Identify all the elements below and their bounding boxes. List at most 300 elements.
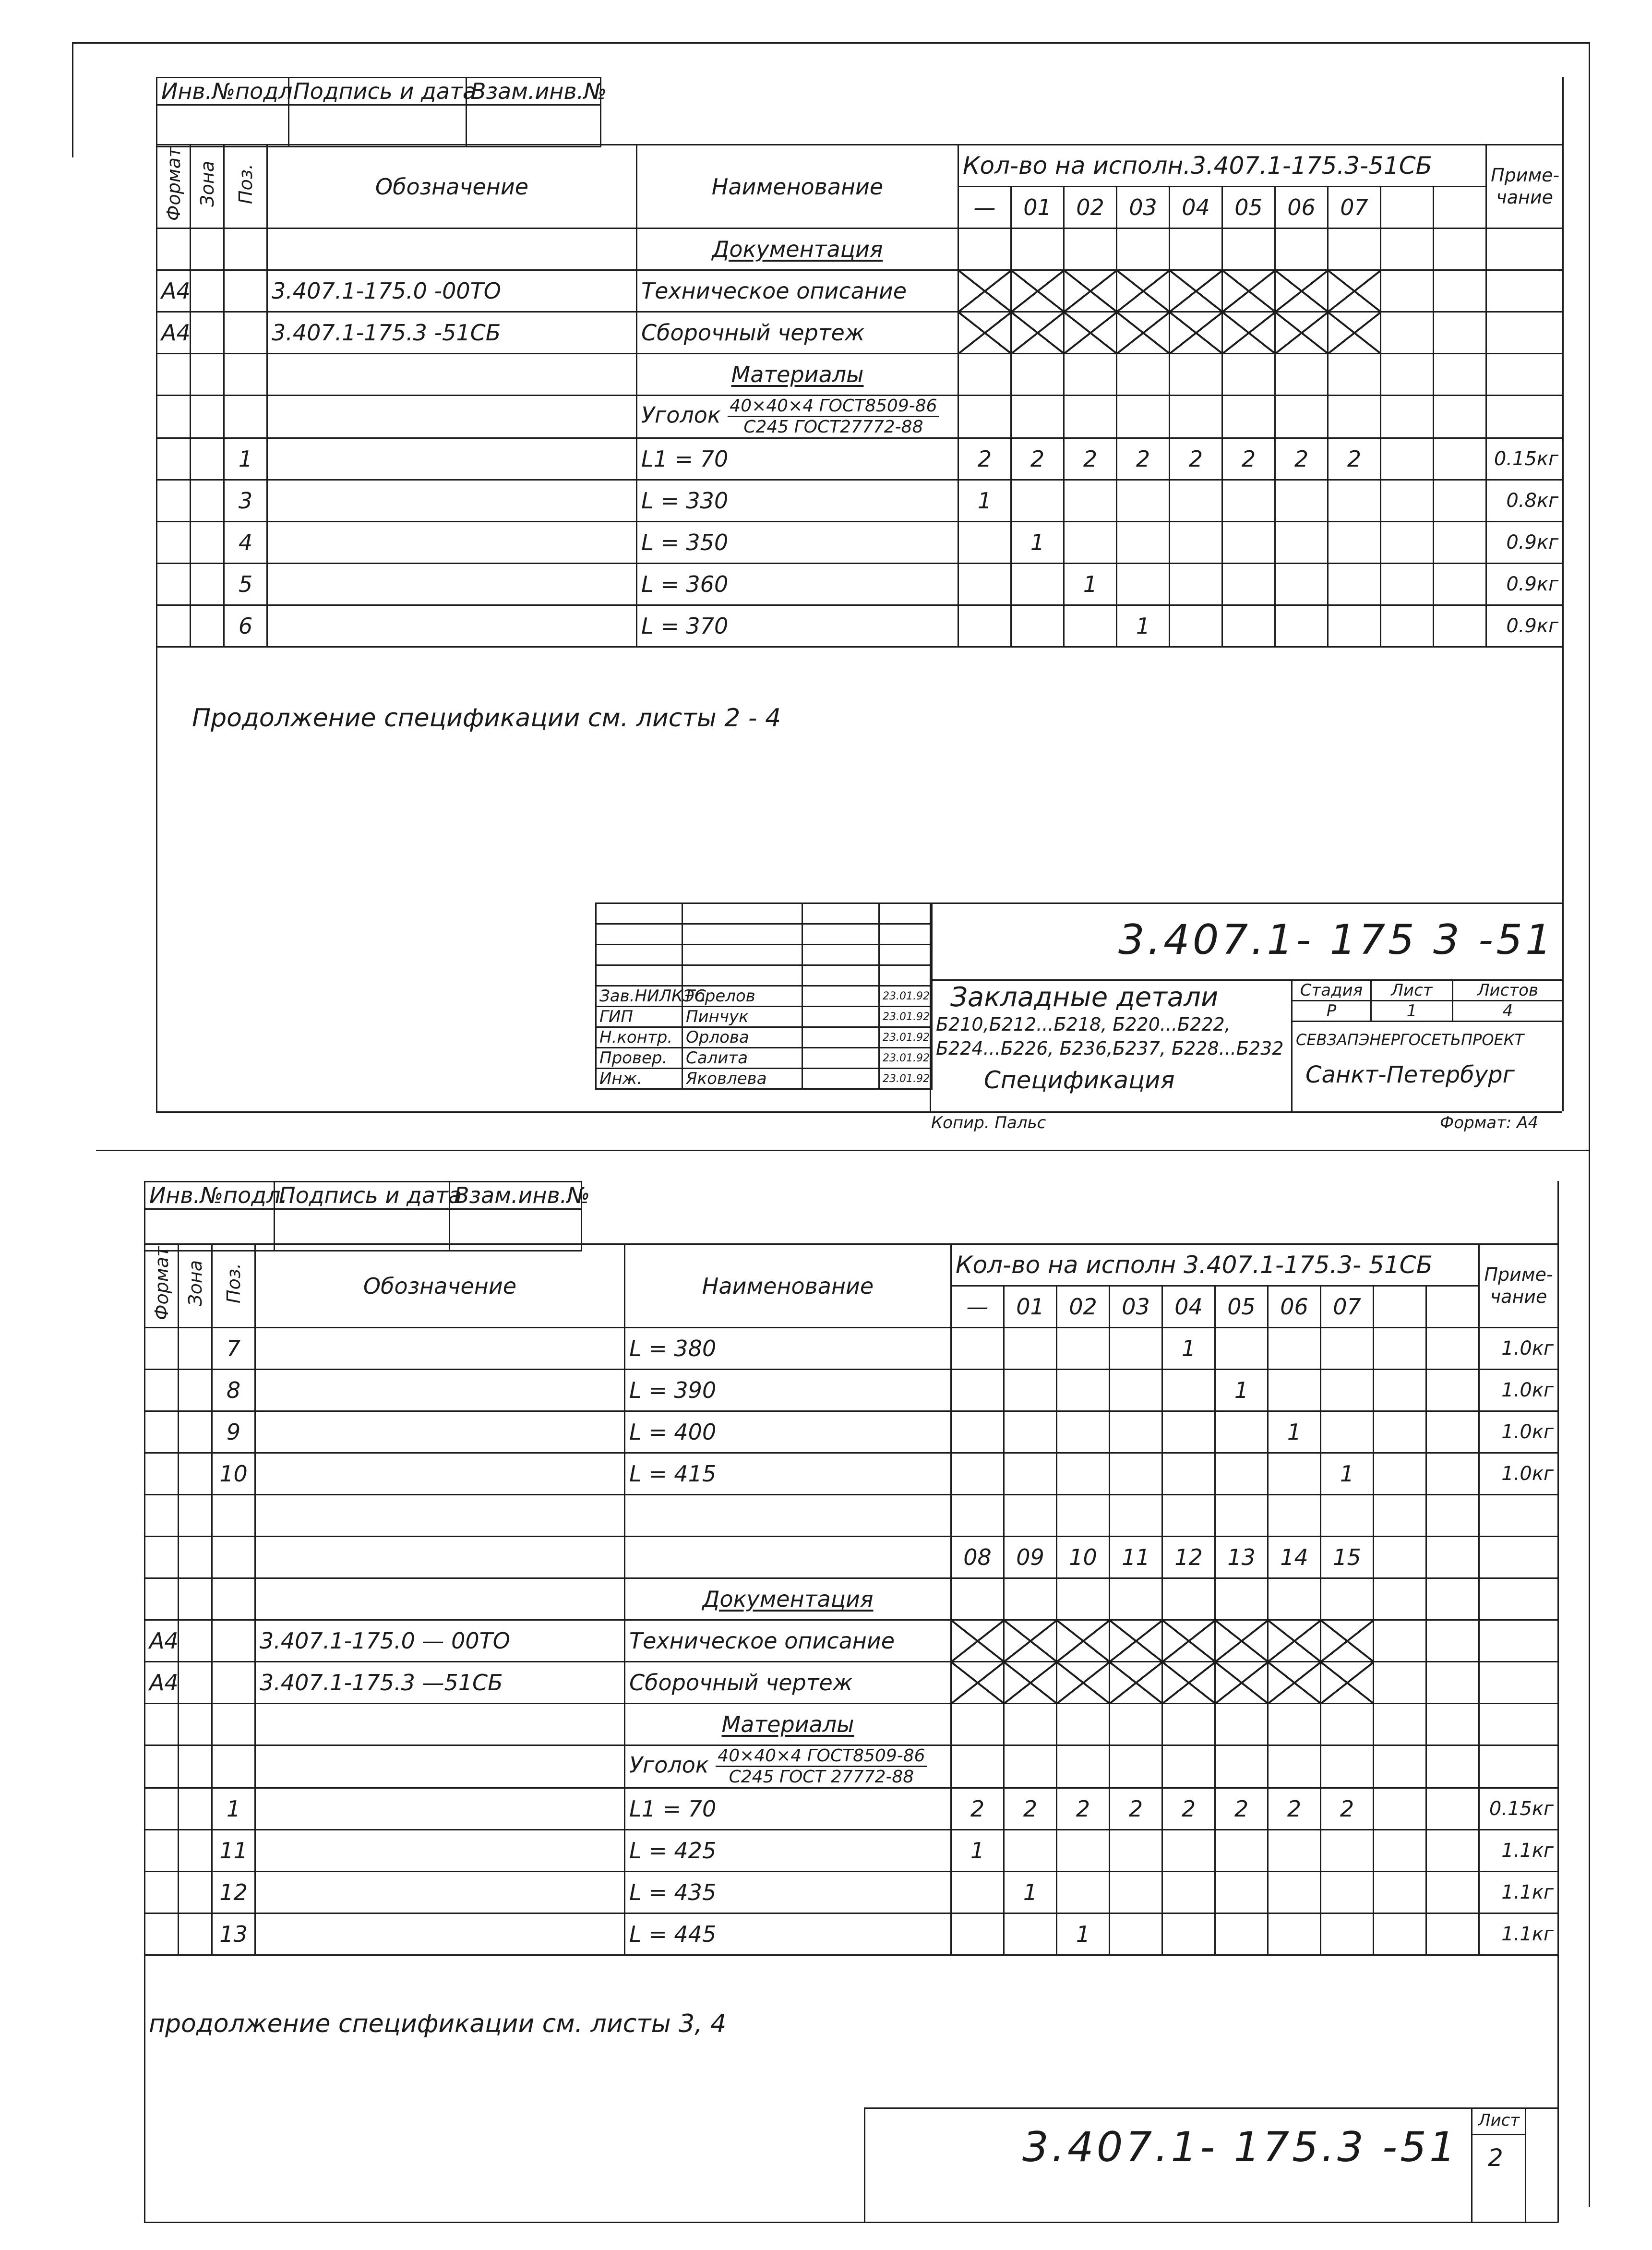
cell-qty: 2 [951,1788,1004,1829]
cell-qty [1064,605,1117,647]
cell-qty: 2 [1011,438,1064,480]
cell-qty [1011,563,1064,605]
cell-pos: 5 [224,563,267,605]
cell-pos: 3 [224,480,267,521]
signer-row [596,1069,932,1089]
cell-qty [1222,480,1275,521]
table-row [145,1829,1558,1871]
cell-qty: 2 [1321,1788,1374,1829]
cell-qty [1004,1829,1057,1871]
cell-qty [1374,1829,1426,1871]
cell-qty [1381,438,1434,480]
cell-name: Техническое описание [625,1620,951,1662]
variant-header: 15 [1321,1537,1374,1578]
cell-zone [179,1453,212,1495]
cell-designation: 3.407.1-175.3 -51СБ [267,312,637,354]
signer-date: 23.01.92 [879,1048,932,1069]
cell-qty [1275,563,1328,605]
cell-qty [1328,605,1381,647]
variant-header: 05 [1215,1286,1268,1328]
col-note-header: Приме-чание [1479,1244,1558,1328]
cell-qty [1222,605,1275,647]
table-row [157,480,1563,521]
table-row [145,1411,1558,1453]
sheet2-sheet-label: Лист [1478,2111,1520,2130]
cell-designation [267,605,637,647]
organization-name: СЕВЗАПЭНЕРГОСЕТЬПРОЕКТ [1296,1031,1524,1049]
cell-zone [179,1829,212,1871]
cell-designation: 3.407.1-175.0 — 00ТО [255,1620,625,1662]
material-cell [637,396,958,438]
table-row [157,438,1563,480]
cell-format [145,1829,179,1871]
title-line-3: Б224...Б226, Б236,Б237, Б228...Б232 [936,1038,1284,1059]
sheets-value: 4 [1453,1001,1563,1022]
col-pos-header: Поз. [212,1244,255,1328]
variant-header: 03 [1117,187,1170,229]
cell-qty [1374,1913,1426,1955]
variant-header: 09 [1004,1537,1057,1578]
cell-designation [255,1788,625,1829]
cell-qty: 1 [1162,1328,1215,1370]
cell-qty: 1 [951,1829,1004,1871]
cell-qty [951,1370,1004,1411]
table-row [145,1328,1558,1370]
cell-format: А4 [145,1620,179,1662]
cell-qty [1374,1411,1426,1453]
cell-qty: 2 [1162,1788,1215,1829]
cell-name: L = 415 [625,1453,951,1495]
cell-qty [1268,1913,1321,1955]
signer-row [596,1007,932,1027]
cell-qty [1434,563,1486,605]
sheet2-continuation-note: продолжение спецификации см. листы 3, 4 [149,2009,727,2038]
cell-qty [1004,1328,1057,1370]
cell-qty [1222,521,1275,563]
cell-qty [951,1913,1004,1955]
signer-date: 23.01.92 [879,986,932,1007]
cell-pos: 12 [212,1871,255,1913]
sheet1-item-rows [157,438,1563,647]
cell-designation [255,1453,625,1495]
cell-format [157,605,191,647]
cell-qty [1434,480,1486,521]
cell-qty [1004,1411,1057,1453]
cell-qty [1011,480,1064,521]
cell-pos: 4 [224,521,267,563]
sheet2-spec-table [144,1243,1559,1956]
signer-name: Горелов [682,986,802,1007]
table-row [145,1871,1558,1913]
signer-name: Салита [682,1048,802,1069]
cell-qty [1426,1370,1479,1411]
signer-date: 23.01.92 [879,1027,932,1048]
cell-zone [179,1871,212,1913]
section-materials: Материалы [625,1704,951,1745]
table-row [145,1578,1558,1620]
cell-name: Сборочный чертеж [637,312,958,354]
sheet-label: Лист [1371,980,1453,1001]
cell-qty [958,521,1011,563]
cell-designation [255,1871,625,1913]
cell-qty [1268,1453,1321,1495]
cell-pos: 9 [212,1411,255,1453]
cell-note: 0.8кг [1486,480,1563,521]
title-block-grid [595,902,933,1090]
cell-format [145,1411,179,1453]
signer-row [596,1048,932,1069]
col-name-header: Наименование [625,1244,951,1328]
cell-qty [1426,1411,1479,1453]
signer-signature [802,1007,879,1027]
variant-header: 04 [1162,1286,1215,1328]
cell-note: 0.9кг [1486,563,1563,605]
cell-qty [1381,480,1434,521]
cell-qty [1275,605,1328,647]
stage-label: Стадия [1292,980,1371,1001]
variant-header: 01 [1011,187,1064,229]
variant-header: 07 [1328,187,1381,229]
cell-qty [1162,1829,1215,1871]
cell-qty: 1 [1117,605,1170,647]
signer-rows [596,986,932,1089]
section-documentation: Документация [625,1578,951,1620]
cell-pos: 1 [212,1788,255,1829]
sheet2-sheet-number-divider [1471,2134,1526,2135]
sheet-divider-line [96,1150,1589,1151]
cell-qty: 2 [1268,1788,1321,1829]
cell-note: 1.0кг [1479,1453,1558,1495]
signer-date: 23.01.92 [879,1069,932,1089]
table-row [145,1620,1558,1662]
cell-qty: 2 [1057,1788,1110,1829]
sheet2-document-code: 3.407.1- 175.3 -51 [1022,2123,1459,2171]
organization-city: Санкт-Петербург [1305,1061,1515,1088]
frame-top-line [72,42,1589,44]
variant-header: 06 [1268,1286,1321,1328]
cell-zone [179,1913,212,1955]
cell-qty [1321,1913,1374,1955]
material-spec-bottom: С245 ГОСТ27772-88 [743,417,923,437]
table-row [157,396,1563,438]
cell-qty [1170,605,1222,647]
cell-qty [1057,1370,1110,1411]
col-designation-header: Обозначение [267,145,637,229]
title-line-1: Закладные детали [950,982,1219,1013]
cell-qty: 2 [1064,438,1117,480]
cell-qty [1215,1328,1268,1370]
cell-pos: 13 [212,1913,255,1955]
cell-note: 0.15кг [1479,1788,1558,1829]
cell-qty [1321,1871,1374,1913]
cell-qty [951,1328,1004,1370]
stamp-replaced-inv: Взам.инв.№ [450,1182,582,1209]
cell-qty [1328,480,1381,521]
cell-format [145,1788,179,1829]
cell-qty: 2 [1275,438,1328,480]
signer-signature [802,1027,879,1048]
cell-qty [1328,563,1381,605]
cell-qty [958,605,1011,647]
cell-qty: 2 [1117,438,1170,480]
cell-qty [1374,1370,1426,1411]
col-note-header: Приме-чание [1486,145,1563,229]
cell-qty [1374,1788,1426,1829]
cell-qty [951,1411,1004,1453]
cell-qty [1057,1871,1110,1913]
cell-qty [1170,480,1222,521]
cell-note: 1.0кг [1479,1370,1558,1411]
cell-qty [1162,1370,1215,1411]
signer-date: 23.01.92 [879,1007,932,1027]
cell-name: L = 380 [625,1328,951,1370]
signer-signature [802,1069,879,1089]
cell-qty [1110,1370,1162,1411]
cell-qty [1381,563,1434,605]
copied-by: Копир. Пальс [931,1113,1046,1132]
variant-header: 02 [1064,187,1117,229]
cell-qty [1426,1829,1479,1871]
material-spec-top: 40×40×4 ГОСТ8509-86 [716,1746,927,1767]
cell-format [157,563,191,605]
material-cell [625,1745,951,1788]
cell-qty [1215,1453,1268,1495]
cell-qty: 1 [1011,521,1064,563]
cell-qty [1064,480,1117,521]
material-prefix: Уголок [641,402,721,428]
cell-qty [1057,1411,1110,1453]
cell-note: 1.1кг [1479,1829,1558,1871]
variant-header: 01 [1004,1286,1057,1328]
variant-header: 13 [1215,1537,1268,1578]
cell-name: L = 435 [625,1871,951,1913]
cell-format [157,521,191,563]
cell-qty [1374,1871,1426,1913]
table-row [157,521,1563,563]
frame-right-line [1589,42,1590,2207]
title-line-2: Б210,Б212...Б218, Б220...Б222, [936,1014,1231,1035]
cell-qty: 2 [1222,438,1275,480]
cell-qty: 2 [1328,438,1381,480]
cell-qty [1434,438,1486,480]
cell-qty [1004,1370,1057,1411]
cell-qty [1162,1453,1215,1495]
cell-qty: 2 [1004,1788,1057,1829]
cell-note: 1.0кг [1479,1328,1558,1370]
sheet2-sheet-number: 2 [1488,2144,1503,2172]
cell-qty [1268,1829,1321,1871]
cell-format [145,1871,179,1913]
table-row [145,1913,1558,1955]
cell-name: L = 330 [637,480,958,521]
cell-qty [1426,1871,1479,1913]
sheet2-item-rows-b [145,1788,1558,1955]
cell-qty [1222,563,1275,605]
frame-left-line [72,42,73,157]
cell-qty [1162,1411,1215,1453]
cell-zone [191,480,224,521]
cell-format [145,1328,179,1370]
table-row [157,270,1563,312]
cell-format [145,1453,179,1495]
cell-qty [951,1453,1004,1495]
cell-qty [1321,1411,1374,1453]
variant-header: 06 [1275,187,1328,229]
table-row [145,1370,1558,1411]
variant-header: 05 [1222,187,1275,229]
cell-pos: 1 [224,438,267,480]
cell-name: Сборочный чертеж [625,1662,951,1704]
cell-qty [1170,563,1222,605]
cell-qty [1268,1328,1321,1370]
cell-zone [179,1370,212,1411]
variant-header: — [958,187,1011,229]
cell-qty [1110,1871,1162,1913]
sheet2-item-rows-a [145,1328,1558,1495]
cell-qty [1004,1913,1057,1955]
col-name-header: Наименование [637,145,958,229]
signer-signature [802,986,879,1007]
table-row [157,563,1563,605]
cell-qty [1381,605,1434,647]
title-line-4: Спецификация [984,1066,1175,1094]
table-row [145,1537,1558,1578]
cell-qty [1215,1871,1268,1913]
cell-name: Техническое описание [637,270,958,312]
sheet1-continuation-note: Продолжение спецификации см. листы 2 - 4 [192,704,781,733]
cell-qty [1011,605,1064,647]
cell-zone [179,1788,212,1829]
material-spec [716,1746,927,1787]
cell-qty [1215,1913,1268,1955]
table-row [145,1704,1558,1745]
cell-note: 0.15кг [1486,438,1563,480]
stage-value: Р [1292,1001,1371,1022]
cell-qty: 2 [958,438,1011,480]
material-spec-bottom: С245 ГОСТ 27772-88 [729,1767,914,1787]
cell-qty: 2 [1215,1788,1268,1829]
cell-qty [1426,1453,1479,1495]
cell-qty: 1 [1064,563,1117,605]
cell-designation [267,438,637,480]
cell-format [157,480,191,521]
cell-qty: 1 [1268,1411,1321,1453]
cell-pos: 7 [212,1328,255,1370]
cell-qty [1374,1453,1426,1495]
cell-format [157,438,191,480]
table-row [145,1745,1558,1788]
cell-qty [1434,521,1486,563]
stamp-inv-no: Инв.№подл. [145,1182,275,1209]
cell-qty [1117,521,1170,563]
cell-qty [1170,521,1222,563]
signer-role: Инж. [596,1069,682,1089]
section-documentation: Документация [637,229,958,270]
qty-header: Кол-во на исполн 3.407.1-175.3- 51СБ [951,1244,1479,1286]
cell-qty: 1 [1004,1871,1057,1913]
cell-qty [1117,480,1170,521]
cell-qty [1215,1829,1268,1871]
cell-qty [958,563,1011,605]
cell-qty [1321,1328,1374,1370]
cell-qty [1057,1829,1110,1871]
cell-note: 0.9кг [1486,605,1563,647]
signer-signature [802,1048,879,1069]
cell-qty [1268,1871,1321,1913]
variant-header: 03 [1110,1286,1162,1328]
cell-qty [1162,1871,1215,1913]
signer-name: Орлова [682,1027,802,1048]
cell-qty [1426,1913,1479,1955]
variant-header: 04 [1170,187,1222,229]
cell-qty [1381,521,1434,563]
cell-designation [267,521,637,563]
paper-format: Формат: А4 [1440,1113,1539,1132]
sheet-value: 1 [1371,1001,1453,1022]
cell-format: А4 [145,1662,179,1704]
cell-qty [1321,1829,1374,1871]
cell-qty [1162,1913,1215,1955]
cell-qty [1275,480,1328,521]
table-row [157,312,1563,354]
cell-designation [255,1411,625,1453]
signer-name: Яковлева [682,1069,802,1089]
cell-note: 1.1кг [1479,1913,1558,1955]
cell-qty [1064,521,1117,563]
cell-name: L = 370 [637,605,958,647]
col-pos-header: Поз. [224,145,267,229]
stamp-inv-no: Инв.№подл. [157,78,289,105]
cell-note: 1.0кг [1479,1411,1558,1453]
material-prefix: Уголок [629,1752,709,1778]
stamp-signature: Подпись и дата [275,1182,450,1209]
col-zone-header: Зона [179,1244,212,1328]
cell-zone [191,605,224,647]
table-row [157,605,1563,647]
cell-qty [1057,1453,1110,1495]
cell-pos: 10 [212,1453,255,1495]
cell-pos: 8 [212,1370,255,1411]
cell-qty [1004,1453,1057,1495]
cell-designation: 3.407.1-175.3 —51СБ [255,1662,625,1704]
cell-zone [191,563,224,605]
signer-row [596,986,932,1007]
cell-qty [1328,521,1381,563]
document-code: 3.407.1- 175 3 -51 [1118,916,1555,964]
cell-designation [255,1829,625,1871]
stage-left-line [1291,979,1293,1113]
table-row [145,1662,1558,1704]
cell-qty: 1 [1215,1370,1268,1411]
variant-header: 07 [1321,1286,1374,1328]
variant-header: 14 [1268,1537,1321,1578]
section-materials: Материалы [637,354,958,396]
cell-qty: 2 [1110,1788,1162,1829]
cell-name: L1 = 70 [625,1788,951,1829]
cell-qty [1275,521,1328,563]
qty-header: Кол-во на исполн.3.407.1-175.3-51СБ [958,145,1486,187]
cell-qty [1110,1328,1162,1370]
variant-header: 11 [1110,1537,1162,1578]
stamp-signature: Подпись и дата [289,78,467,105]
cell-note: 0.9кг [1486,521,1563,563]
cell-format: А4 [157,270,191,312]
cell-qty [1110,1829,1162,1871]
cell-format [145,1913,179,1955]
variant-header: 02 [1057,1286,1110,1328]
signer-role: Зав.НИЛКЭС [596,986,682,1007]
signer-name: Пинчук [682,1007,802,1027]
